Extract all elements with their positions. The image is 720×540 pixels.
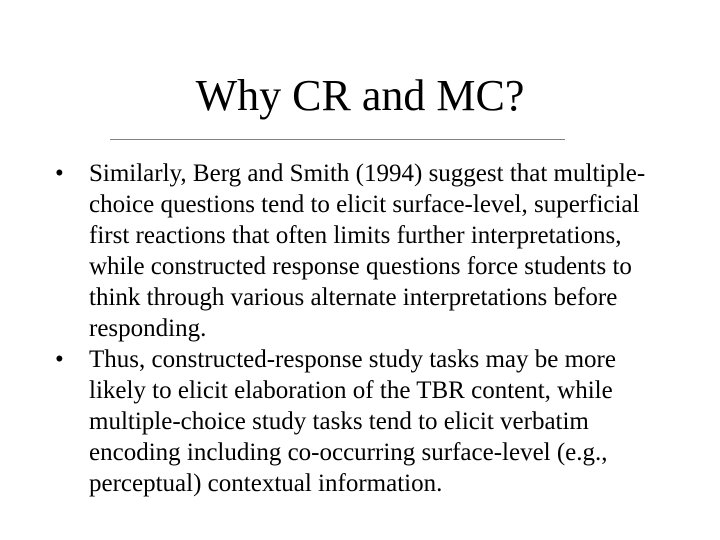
bullet-icon: • <box>55 346 64 373</box>
bullet-text: Thus, constructed-response study tasks may be more likely to elicit elaboration of the TBR content, while multiple-choice study tasks tend to elicit verbatim encoding including co-occurring surface-level (e.g., perceptual) contextual information. <box>89 346 616 497</box>
bullet-list <box>53 158 663 499</box>
slide-title: Why CR and MC? <box>195 71 525 120</box>
bullet-item <box>53 344 663 499</box>
bullet-text: Similarly, Berg and Smith (1994) suggest that multiple-choice questions tend to elicit surface-level, superficial first reactions that often limits further interpretations, while constructed response questions force students to think through various alternate interpretations before responding. <box>89 160 646 342</box>
title-divider <box>110 139 565 140</box>
bullet-icon: • <box>55 160 64 187</box>
bullet-item <box>53 158 663 344</box>
